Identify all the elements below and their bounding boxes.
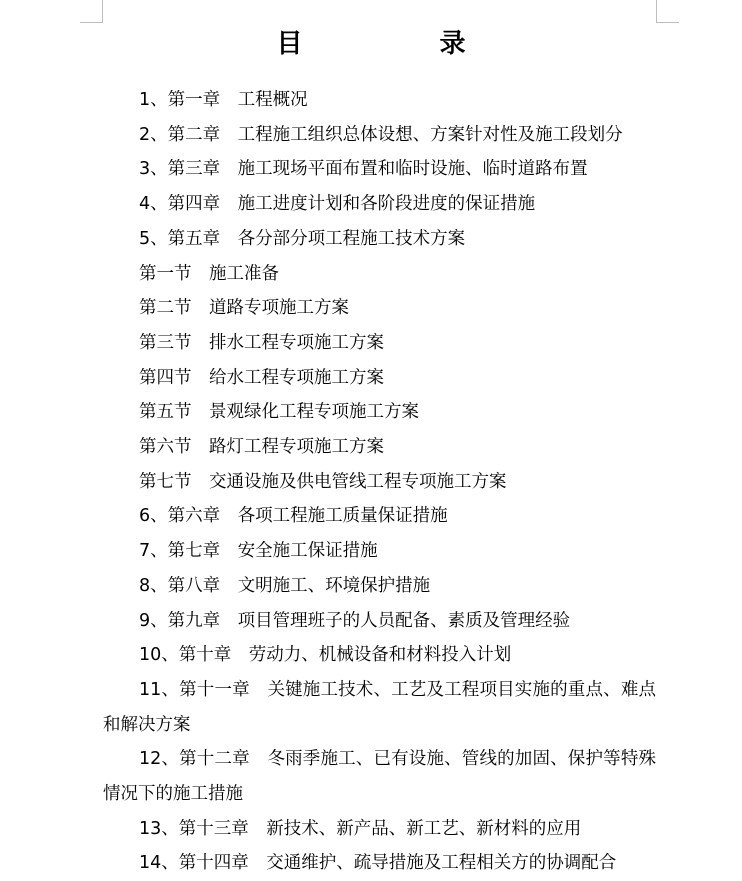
toc-entry: 3、第三章 施工现场平面布置和临时设施、临时道路布置	[139, 159, 588, 180]
toc-entry: 1、第一章 工程概况	[139, 90, 308, 110]
toc-entry: 6、第六章 各项工程施工质量保证措施	[139, 506, 448, 527]
toc-entry: 第六节 路灯工程专项施工方案	[139, 437, 384, 458]
toc-entry: 10、第十章 劳动力、机械设备和材料投入计划	[139, 645, 512, 666]
toc-entry: 7、第七章 安全施工保证措施	[139, 541, 378, 562]
toc-entry: 第四节 给水工程专项施工方案	[139, 367, 384, 388]
toc-entry: 第三节 排水工程专项施工方案	[139, 332, 384, 353]
toc-entry: 9、第九章 项目管理班子的人员配备、素质及管理经验	[139, 610, 571, 631]
page-corner-mark-left	[80, 0, 103, 23]
page-corner-mark-right	[656, 0, 679, 23]
toc-entry: 14、第十四章 交通维护、疏导措施及工程相关方的协调配合	[139, 853, 617, 874]
table-of-contents	[0, 83, 742, 881]
toc-entry: 4、第四章 施工进度计划和各阶段进度的保证措施	[139, 194, 536, 215]
toc-entry: 13、第十三章 新技术、新产品、新工艺、新材料的应用	[139, 818, 582, 839]
toc-entry: 11、第十一章 关键施工技术、工艺及工程项目实施的重点、难点和解决方案	[103, 679, 656, 735]
toc-entry: 第七节 交通设施及供电管线工程专项施工方案	[139, 471, 507, 492]
toc-entry: 第一节 施工准备	[139, 263, 279, 284]
toc-entry: 5、第五章 各分部分项工程施工技术方案	[139, 228, 466, 249]
page-title: 目 录	[276, 29, 530, 59]
toc-entry: 8、第八章 文明施工、环境保护措施	[139, 575, 431, 596]
toc-entry: 2、第二章 工程施工组织总体设想、方案针对性及施工段划分	[139, 124, 623, 145]
toc-entry: 第二节 道路专项施工方案	[139, 298, 349, 319]
toc-entry: 12、第十二章 冬雨季施工、已有设施、管线的加固、保护等特殊情况下的施工措施	[103, 749, 656, 805]
toc-entry: 第五节 景观绿化工程专项施工方案	[139, 402, 419, 423]
